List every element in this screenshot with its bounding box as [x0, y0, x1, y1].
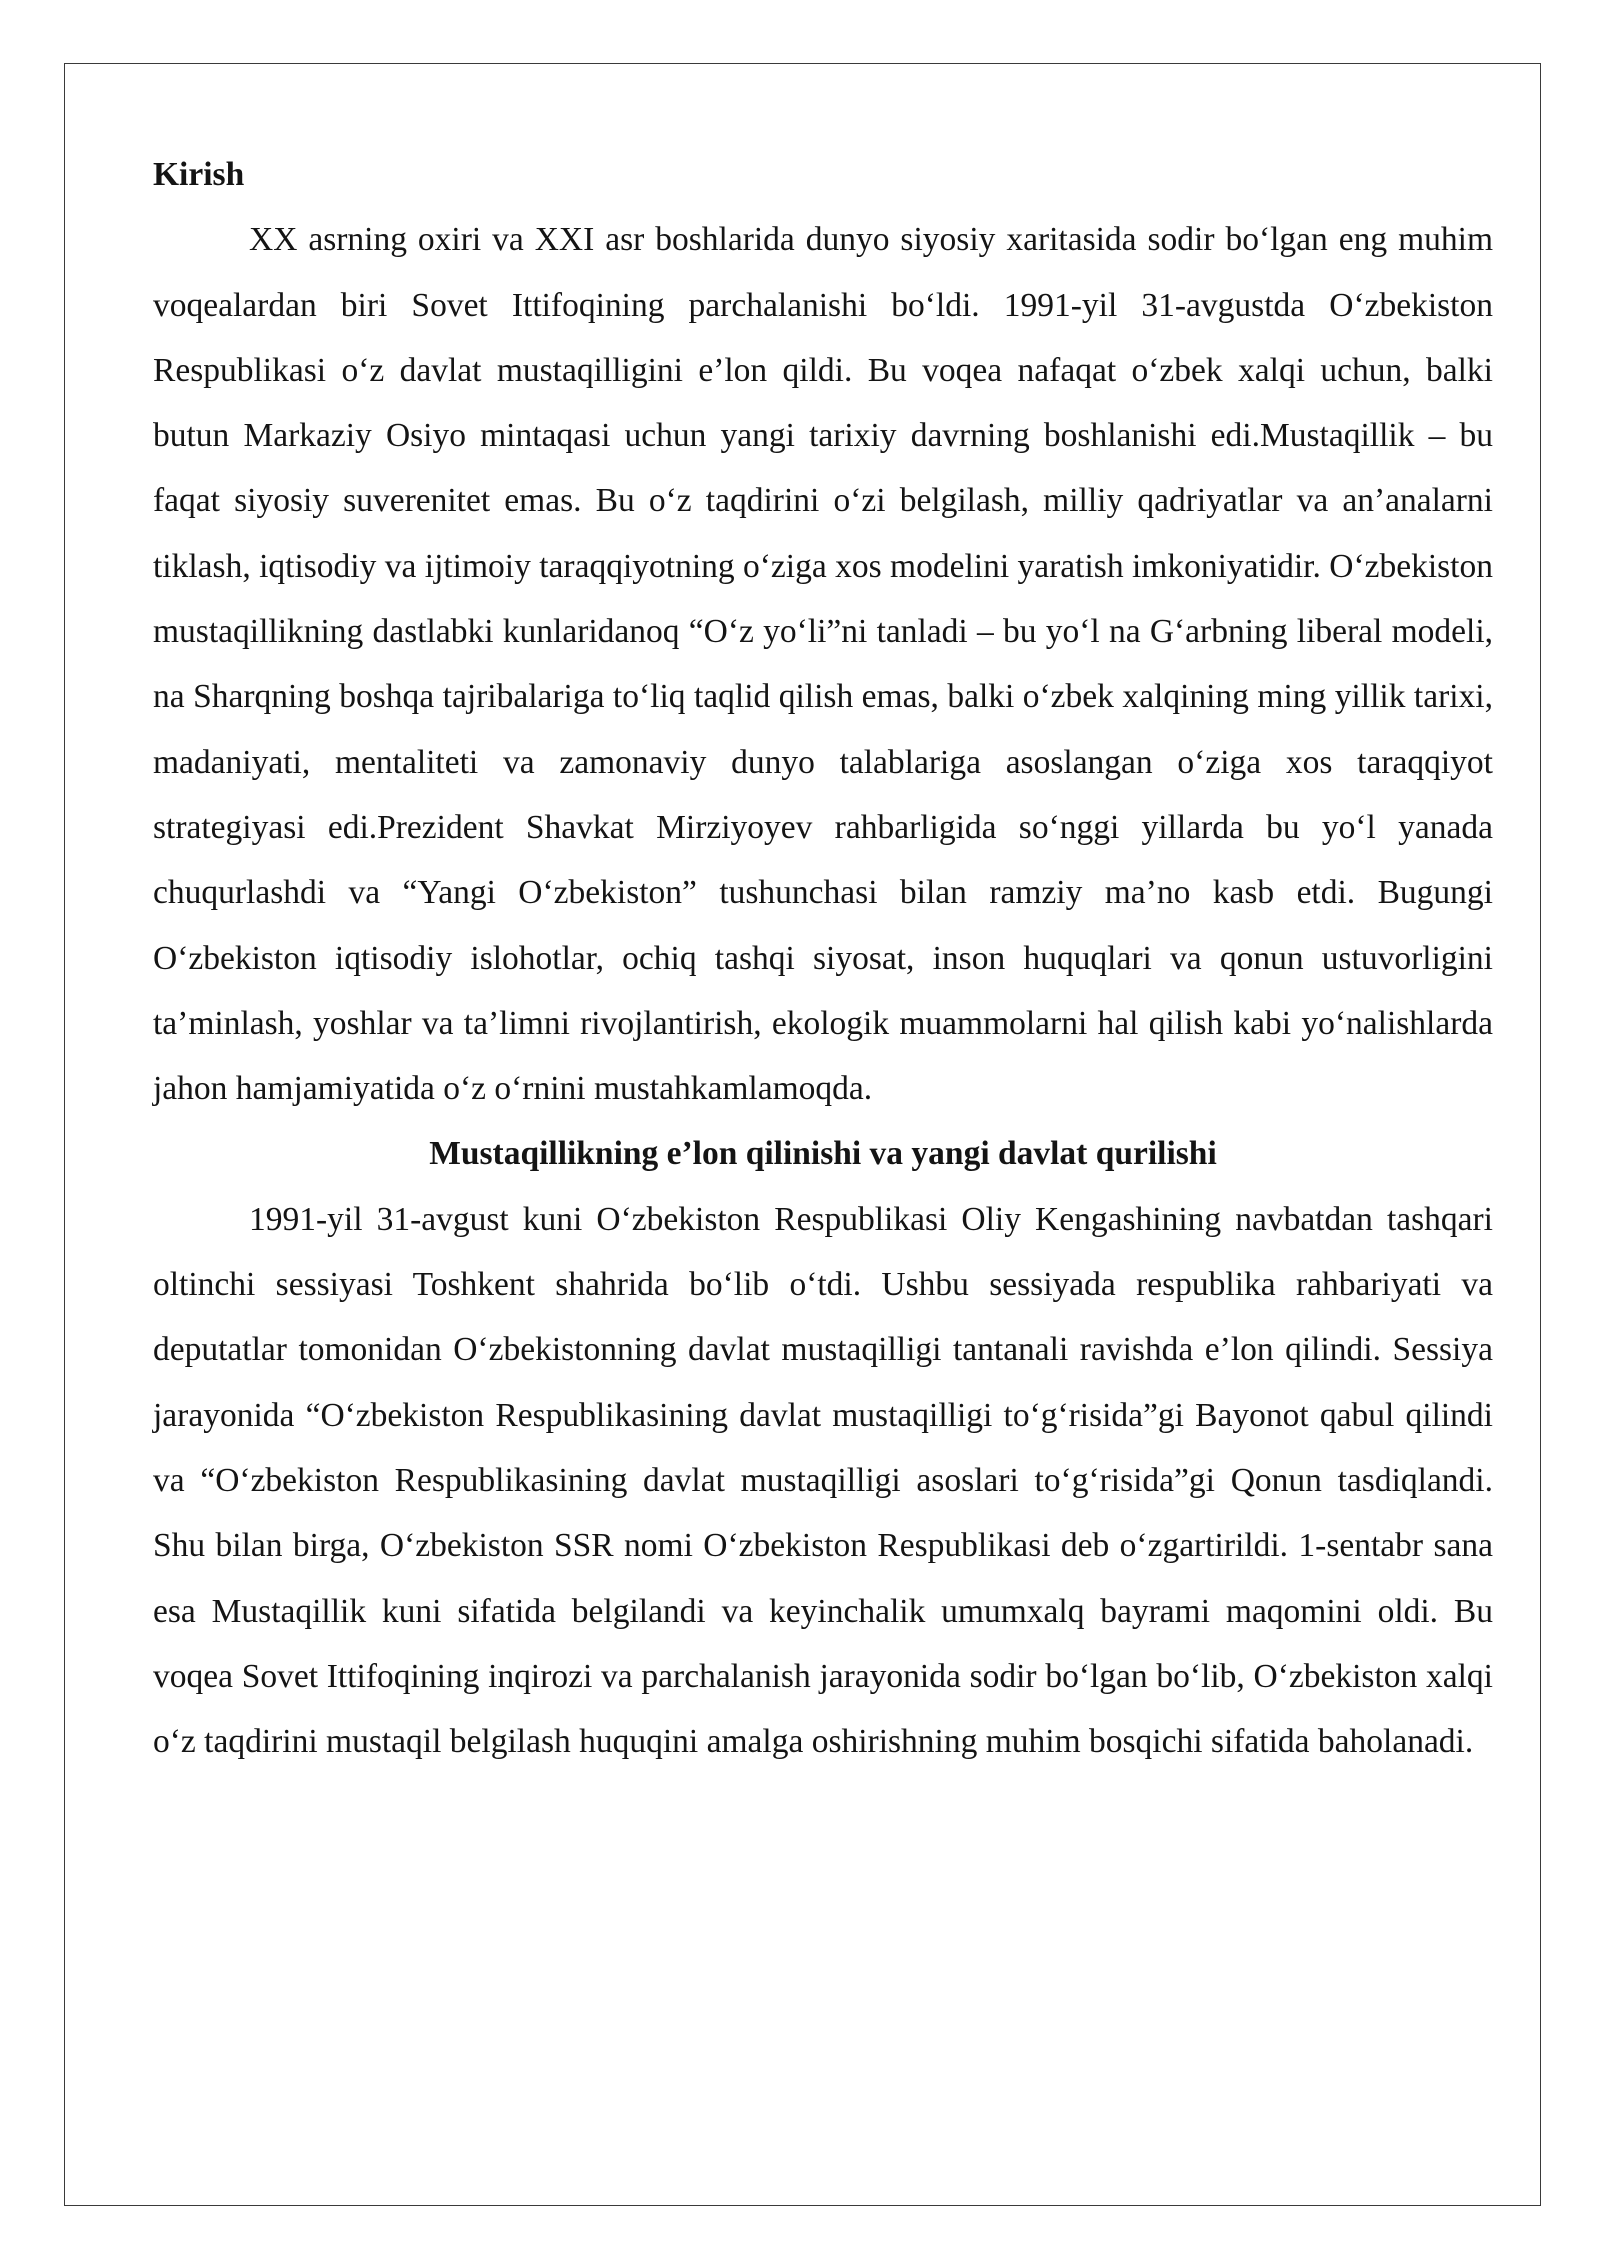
section-heading: Mustaqillikning e’lon qilinishi va yangi davlat qurilishi [429, 1135, 1217, 1173]
section-paragraph: 1991-yil 31-avgust kuni O‘zbekiston Respublikasi Oliy Kengashining navbatdan tashqari oltinchi sessiyasi Toshkent shahrida bo‘lib o‘tdi. Ushbu sessiyada respublika rahbariyati va deputatlar tomonidan O‘zbekistonning davlat mustaqilligi tantanali ravishda e’lon qilindi. Sessiya jarayonida “O‘zbekiston Respublikasining davlat mustaqilligi to‘g‘risida”gi Bayonot qabul qilindi va “O‘zbekiston Respublikasining davlat mustaqilligi asoslari to‘g‘risida”gi Qonun tasdiqlandi. Shu bilan birga, O‘zbekiston SSR nomi O‘zbekiston Respublikasi deb o‘zgartirildi. 1-sentabr sana esa Mustaqillik kuni sifatida belgilandi va keyinchalik umumxalq bayrami maqomini oldi. Bu voqea Sovet Ittifoqining inqirozi va parchalanish jarayonida sodir bo‘lgan bo‘lib, O‘zbekiston xalqi o‘z taqdirini mustaqil belgilash huquqini amalga oshirishning muhim bosqichi sifatida baholanadi. [153, 1200, 1493, 1761]
document-body [153, 142, 1493, 1774]
intro-paragraph: XX asrning oxiri va XXI asr boshlarida dunyo siyosiy xaritasida sodir bo‘lgan eng muhim voqealardan biri Sovet Ittifoqining parchalanishi bo‘ldi. 1991-yil 31-avgustda O‘zbekiston Respublikasi o‘z davlat mustaqilligini e’lon qildi. Bu voqea nafaqat o‘zbek xalqi uchun, balki butun Markaziy Osiyo mintaqasi uchun yangi tarixiy davrning boshlanishi edi.Mustaqillik – bu faqat siyosiy suverenitet emas. Bu o‘z taqdirini o‘zi belgilash, milliy qadriyatlar va an’analarni tiklash, iqtisodiy va ijtimoiy taraqqiyotning o‘ziga xos modelini yaratish imkoniyatidir. O‘zbekiston mustaqillikning dastlabki kunlaridanoq “O‘z yo‘li”ni tanladi – bu yo‘l na G‘arbning liberal modeli, na Sharqning boshqa tajribalariga to‘liq taqlid qilish emas, balki o‘zbek xalqining ming yillik tarixi, madaniyati, mentaliteti va zamonaviy dunyo talablariga asoslangan o‘ziga xos taraqqiyot strategiyasi edi.Prezident Shavkat Mirziyoyev rahbarligida so‘nggi yillarda bu yo‘l yanada chuqurlashdi va “Yangi O‘zbekiston” tushunchasi bilan ramziy ma’no kasb etdi. Bugungi O‘zbekiston iqtisodiy islohotlar, ochiq tashqi siyosat, inson huquqlari va qonun ustuvorligini ta’minlash, yoshlar va ta’limni rivojlantirish, ekologik muammolarni hal qilish kabi yo‘nalishlarda jahon hamjamiyatida o‘z o‘rnini mustahkamlamoqda. [153, 221, 1493, 1108]
intro-heading: Kirish [153, 156, 245, 193]
